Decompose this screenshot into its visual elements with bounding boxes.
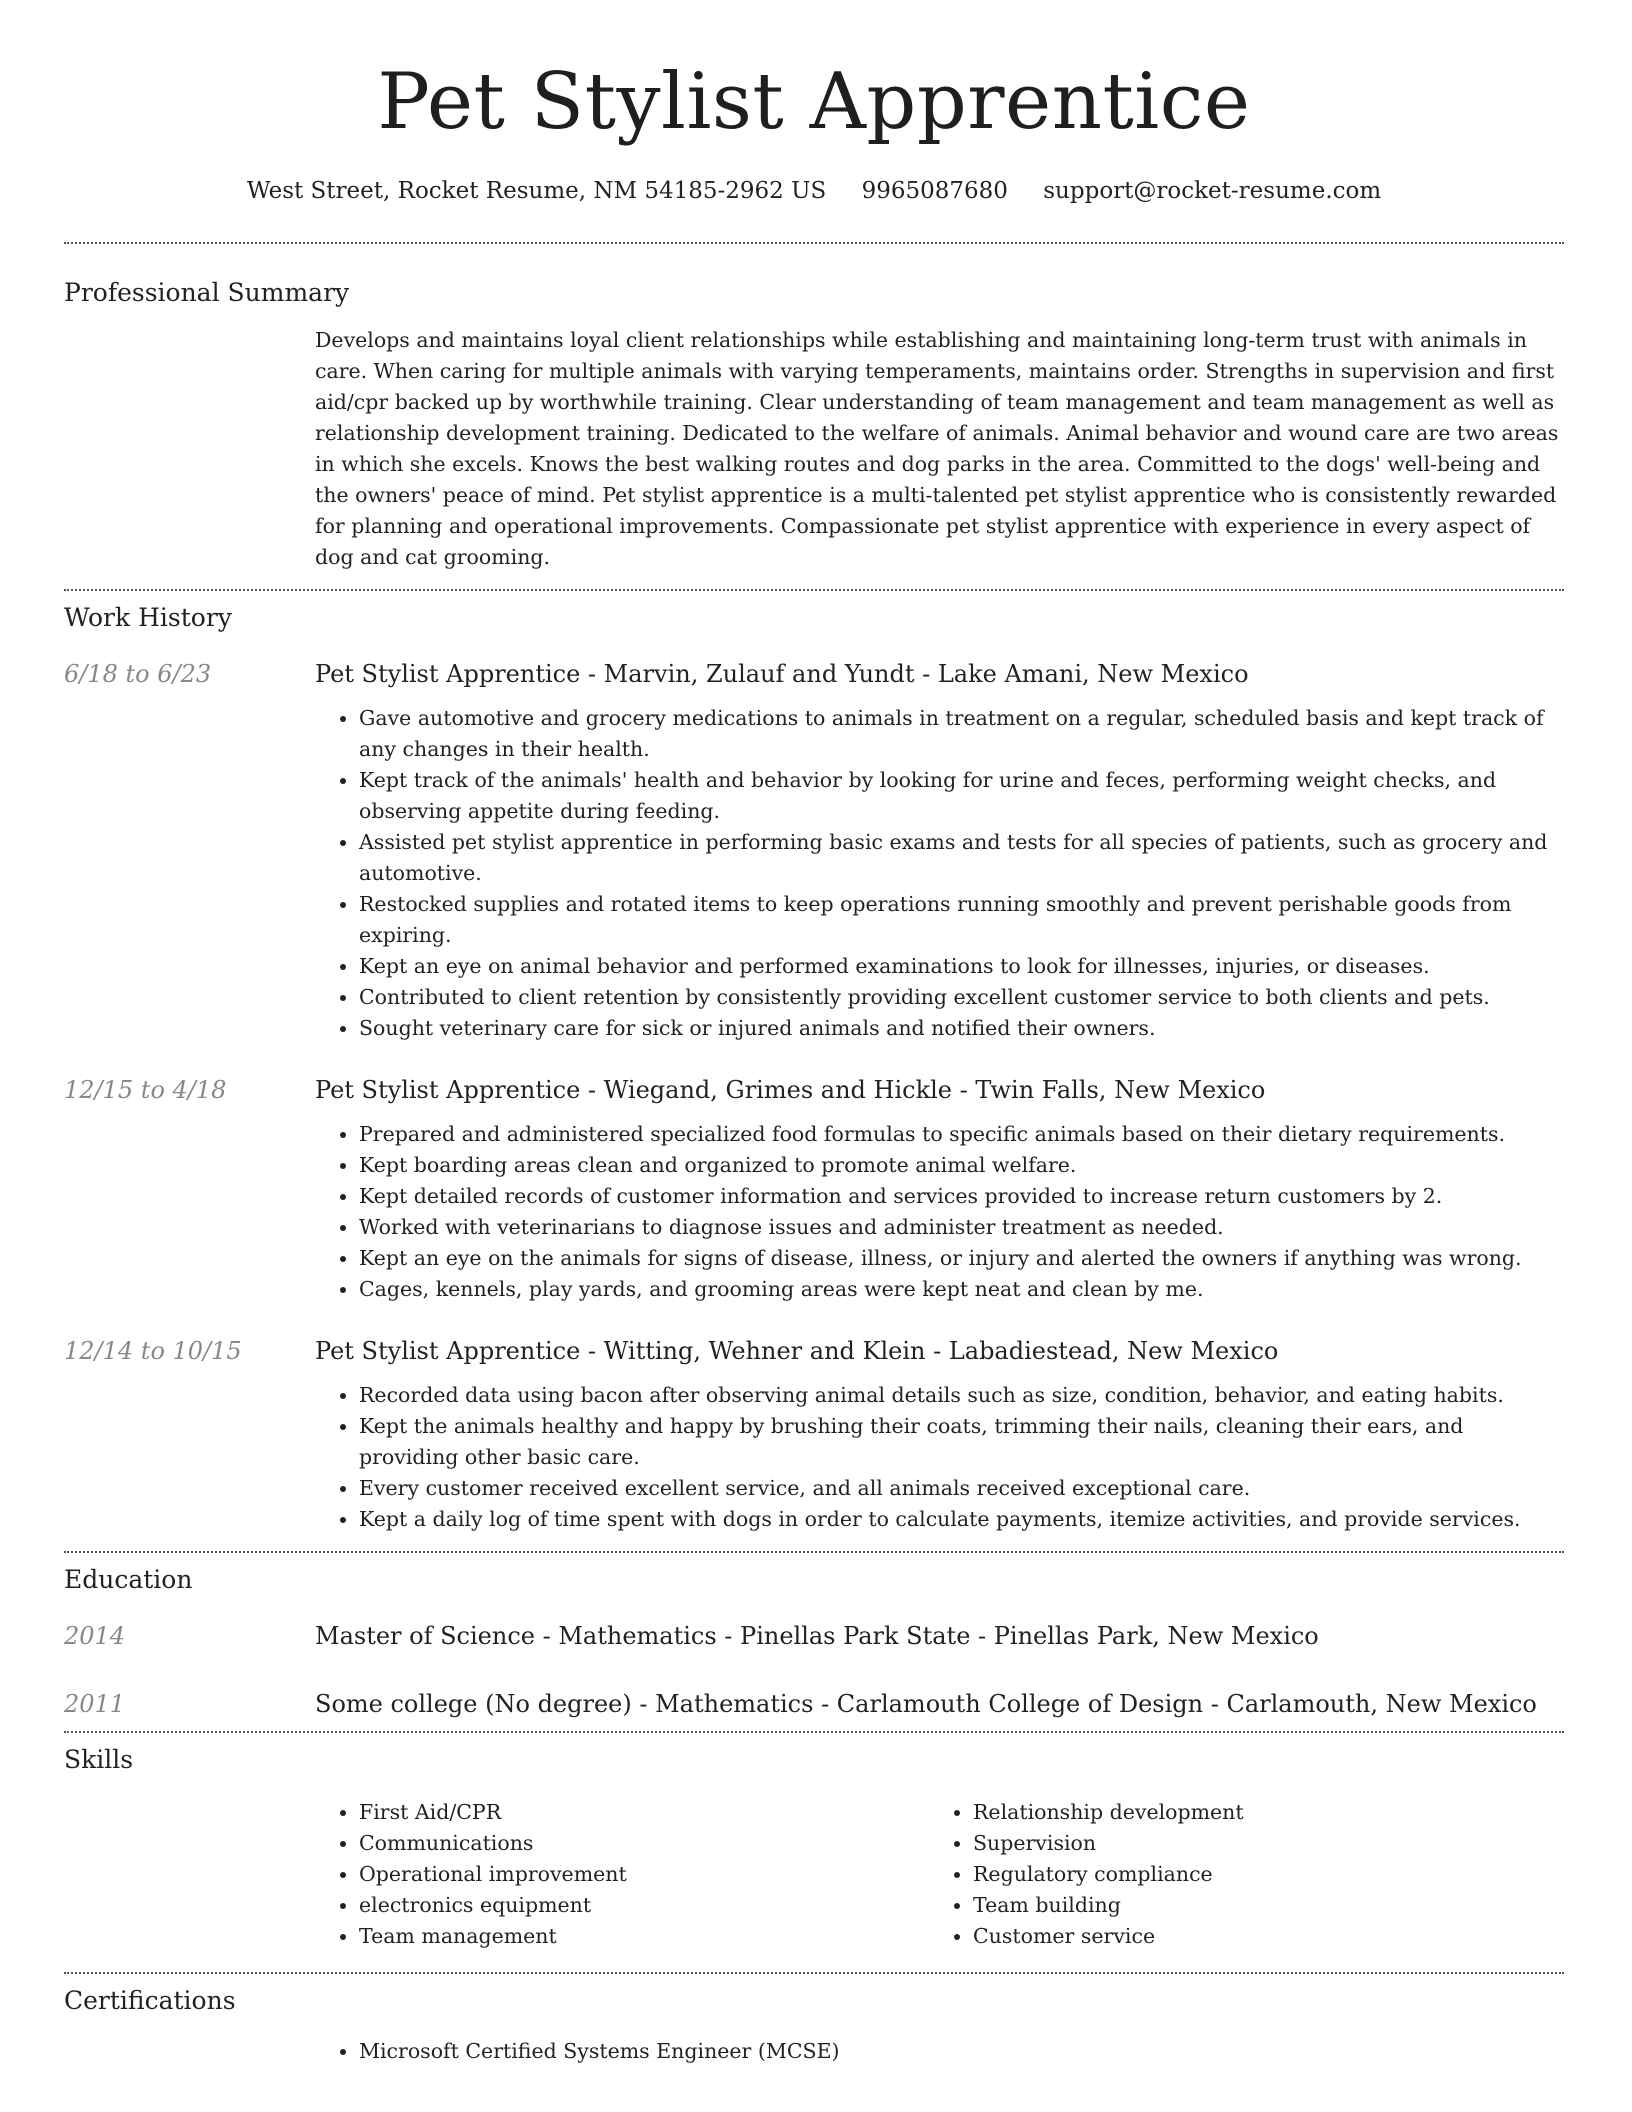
education-heading: Master of Science - Mathematics - Pinellas Park State - Pinellas Park, New Mexico: [315, 1622, 1319, 1650]
skills-list-right: [929, 1797, 1543, 1952]
education-year: 2011: [64, 1690, 126, 1718]
list-item: • Sought veterinary care for sick or injured animals and notified their owners.: [359, 1013, 1564, 1044]
job-dates: 12/15 to 4/18: [64, 1076, 227, 1104]
job-bullets: [315, 703, 1564, 1044]
list-item: • Kept an eye on the animals for signs of disease, illness, or injury and alerted the owners if anything was wrong.: [359, 1243, 1564, 1274]
job-heading: Pet Stylist Apprentice - Wiegand, Grimes and Hickle - Twin Falls, New Mexico: [315, 1076, 1266, 1104]
contact-line: [64, 174, 1564, 208]
list-item: • Kept track of the animals' health and behavior by looking for urine and feces, performing weight checks, and observing appetite during feeding.: [359, 765, 1564, 827]
job-dates: 6/18 to 6/23: [64, 660, 212, 688]
education-heading: Some college (No degree) - Mathematics - Carlamouth College of Design - Carlamouth, New Mexico: [315, 1690, 1537, 1718]
job-dates: 12/14 to 10/15: [64, 1337, 242, 1365]
list-item: • Assisted pet stylist apprentice in performing basic exams and tests for all species of patients, such as grocery and automotive.: [359, 827, 1564, 889]
list-item: • Prepared and administered specialized food formulas to specific animals based on their dietary requirements.: [359, 1119, 1564, 1150]
list-item: • Team management: [359, 1921, 929, 1952]
list-item: • Cages, kennels, play yards, and grooming areas were kept neat and clean by me.: [359, 1274, 1564, 1305]
list-item: • Recorded data using bacon after observing animal details such as size, condition, behavior, and eating habits.: [359, 1380, 1564, 1411]
list-item: • Every customer received excellent service, and all animals received exceptional care.: [359, 1473, 1564, 1504]
list-item: • Microsoft Certified Systems Engineer (MCSE): [359, 2036, 1564, 2067]
work-history-section: [64, 591, 1564, 1535]
address: West Street, Rocket Resume, NM 54185-2962 US: [246, 178, 827, 204]
list-item: • Relationship development: [973, 1797, 1543, 1828]
job-bullets: [315, 1119, 1564, 1305]
summary-text: Develops and maintains loyal client relationships while establishing and maintaining long-term trust with animals in care. When caring for multiple animals with varying temperaments, maintains order. Strengths in supervision and first aid/cpr backed up by worthwhile training. Clear understanding of team management and team management as well as relationship development training. Dedicated to the welfare of animals. Animal behavior and wound care are two areas in which she excels. Knows the best walking routes and dog parks in the area. Committed to the dogs' well-being and the owners' peace of mind. Pet stylist apprentice is a multi-talented pet stylist apprentice who is consistently rewarded for planning and operational improvements. Compassionate pet stylist apprentice with experience in every aspect of dog and cat grooming.: [315, 328, 1559, 569]
section-title-skills: Skills: [64, 1745, 134, 1774]
list-item: • Contributed to client retention by consistently providing excellent customer service to both clients and pets.: [359, 982, 1564, 1013]
job-heading: Pet Stylist Apprentice - Witting, Wehner and Klein - Labadiestead, New Mexico: [315, 1337, 1279, 1365]
skills-section: [64, 1733, 1564, 1952]
list-item: • electronics equipment: [359, 1890, 929, 1921]
candidate-name: Pet Stylist Apprentice: [377, 57, 1251, 147]
education-year: 2014: [64, 1622, 126, 1650]
list-item: • Supervision: [973, 1828, 1543, 1859]
section-title-summary: Professional Summary: [64, 278, 350, 307]
list-item: • Kept detailed records of customer information and services provided to increase return customers by 2.: [359, 1181, 1564, 1212]
education-entry: [64, 1687, 1564, 1721]
list-item: • Restocked supplies and rotated items to keep operations running smoothly and prevent perishable goods from expiring.: [359, 889, 1564, 951]
email: support@rocket-resume.com: [1043, 178, 1382, 204]
section-title-education: Education: [64, 1565, 193, 1594]
list-item: • Customer service: [973, 1921, 1543, 1952]
job-heading: Pet Stylist Apprentice - Marvin, Zulauf and Yundt - Lake Amani, New Mexico: [315, 660, 1249, 688]
list-item: • Operational improvement: [359, 1859, 929, 1890]
section-title-work: Work History: [64, 603, 232, 632]
resume-header: [64, 0, 1564, 208]
list-item: • Kept the animals healthy and happy by brushing their coats, trimming their nails, cleaning their ears, and providing other basic care.: [359, 1411, 1564, 1473]
job-entry: [64, 1334, 1564, 1535]
list-item: • Kept an eye on animal behavior and performed examinations to look for illnesses, injuries, or diseases.: [359, 951, 1564, 982]
section-title-certifications: Certifications: [64, 1986, 236, 2015]
job-entry: [64, 1073, 1564, 1305]
list-item: • Team building: [973, 1890, 1543, 1921]
job-entry: [64, 657, 1564, 1044]
list-item: • Kept a daily log of time spent with dogs in order to calculate payments, itemize activities, and provide services.: [359, 1504, 1564, 1535]
summary-section: [64, 244, 1564, 573]
education-section: [64, 1553, 1564, 1721]
skills-list-left: [315, 1797, 929, 1952]
list-item: • Kept boarding areas clean and organized to promote animal welfare.: [359, 1150, 1564, 1181]
list-item: • Worked with veterinarians to diagnose issues and administer treatment as needed.: [359, 1212, 1564, 1243]
phone: 9965087680: [861, 178, 1008, 204]
list-item: • First Aid/CPR: [359, 1797, 929, 1828]
certifications-section: [64, 1974, 1564, 2067]
job-bullets: [315, 1380, 1564, 1535]
list-item: • Gave automotive and grocery medications to animals in treatment on a regular, scheduled basis and kept track of any changes in their health.: [359, 703, 1564, 765]
list-item: • Regulatory compliance: [973, 1859, 1543, 1890]
certifications-list: [315, 2036, 1564, 2067]
education-entry: [64, 1619, 1564, 1653]
list-item: • Communications: [359, 1828, 929, 1859]
